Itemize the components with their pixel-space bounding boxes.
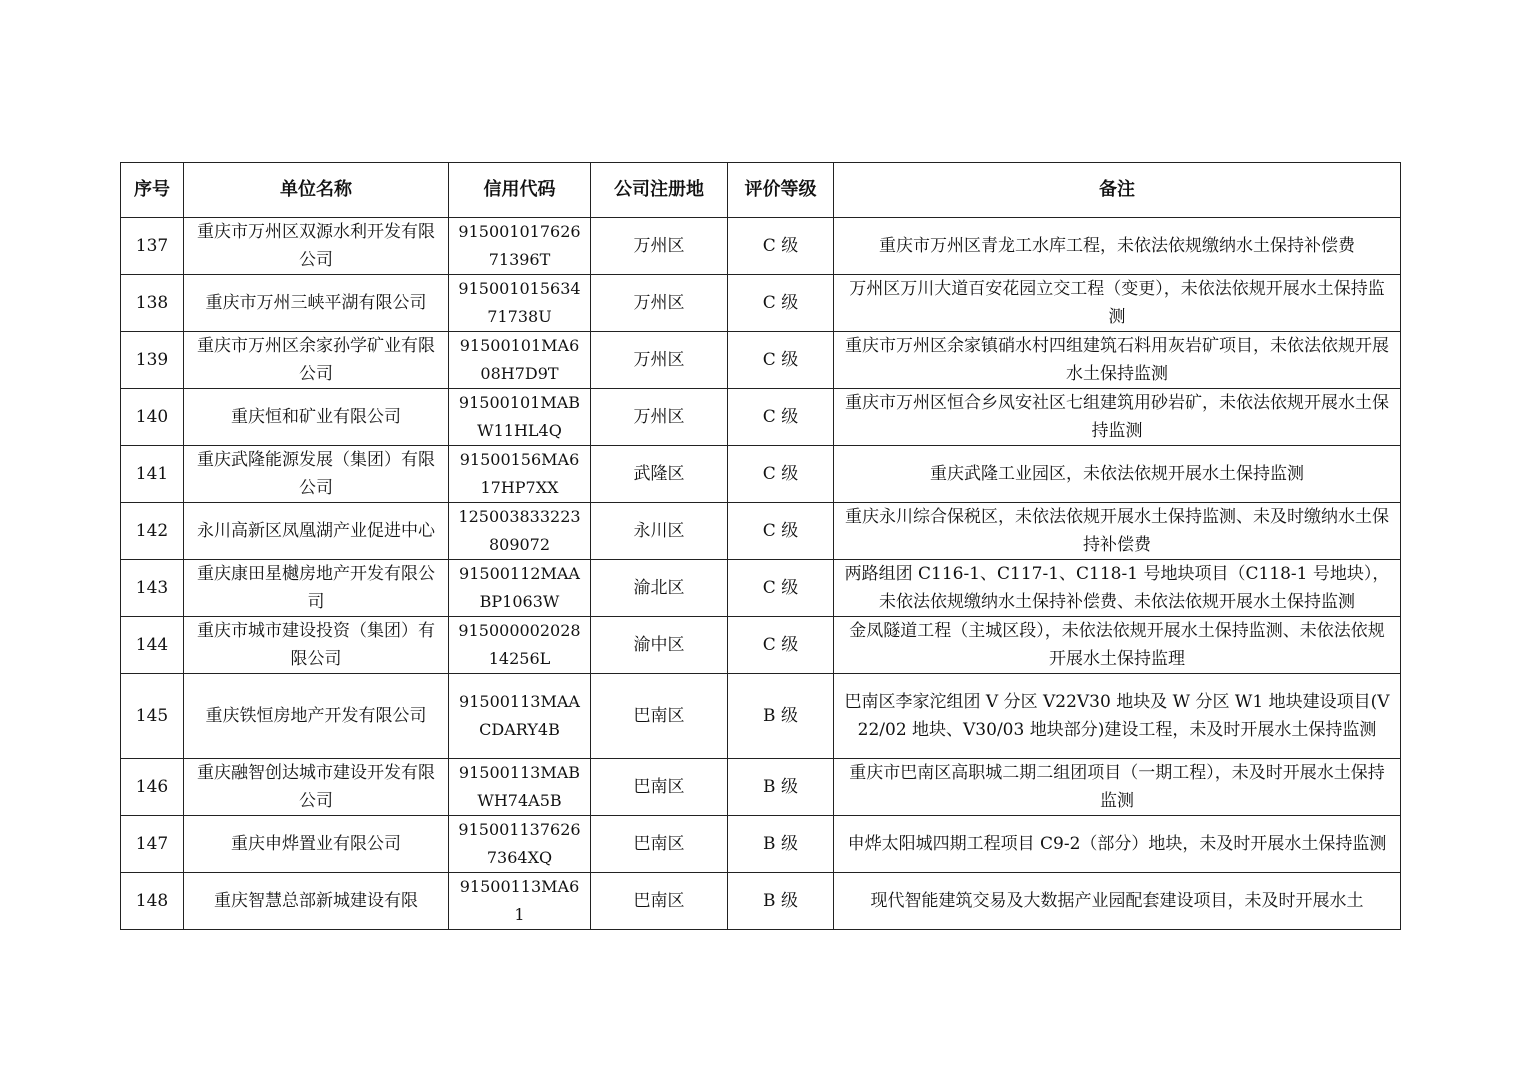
cell-registered-place: 巴南区 bbox=[591, 759, 728, 816]
cell-credit-code: 915001137626 7364XQ bbox=[449, 816, 591, 873]
header-company-name: 单位名称 bbox=[184, 163, 449, 218]
cell-remark: 金凤隧道工程（主城区段），未依法依规开展水土保持监测、未依法依规开展水土保持监理 bbox=[834, 617, 1401, 674]
cell-registered-place: 渝中区 bbox=[591, 617, 728, 674]
cell-grade: B 级 bbox=[728, 674, 834, 759]
cell-no: 148 bbox=[121, 873, 184, 930]
table-row bbox=[121, 674, 1401, 759]
cell-grade: C 级 bbox=[728, 218, 834, 275]
cell-company-name: 永川高新区凤凰湖产业促进中心 bbox=[184, 503, 449, 560]
cell-company-name: 重庆市万州三峡平湖有限公司 bbox=[184, 275, 449, 332]
header-registered-place: 公司注册地 bbox=[591, 163, 728, 218]
cell-credit-code: 125003833223809072 bbox=[449, 503, 591, 560]
cell-grade: C 级 bbox=[728, 560, 834, 617]
cell-no: 143 bbox=[121, 560, 184, 617]
cell-registered-place: 万州区 bbox=[591, 218, 728, 275]
cell-credit-code: 91500101MA608H7D9T bbox=[449, 332, 591, 389]
table-row bbox=[121, 759, 1401, 816]
cell-remark: 重庆市万州区青龙工水库工程，未依法依规缴纳水土保持补偿费 bbox=[834, 218, 1401, 275]
cell-credit-code: 91500113MAACDARY4B bbox=[449, 674, 591, 759]
cell-remark: 现代智能建筑交易及大数据产业园配套建设项目，未及时开展水土 bbox=[834, 873, 1401, 930]
cell-credit-code: 91500101762671396T bbox=[449, 218, 591, 275]
cell-grade: B 级 bbox=[728, 873, 834, 930]
table-row bbox=[121, 816, 1401, 873]
table-row bbox=[121, 218, 1401, 275]
cell-company-name: 重庆铁恒房地产开发有限公司 bbox=[184, 674, 449, 759]
cell-company-name: 重庆融智创达城市建设开发有限公司 bbox=[184, 759, 449, 816]
cell-company-name: 重庆武隆能源发展（集团）有限公司 bbox=[184, 446, 449, 503]
cell-credit-code: 91500156MA617HP7XX bbox=[449, 446, 591, 503]
cell-remark: 申烨太阳城四期工程项目 C9-2（部分）地块，未及时开展水土保持监测 bbox=[834, 816, 1401, 873]
cell-company-name: 重庆市万州区余家孙学矿业有限公司 bbox=[184, 332, 449, 389]
table-row bbox=[121, 332, 1401, 389]
cell-credit-code: 91500113MABWH74A5B bbox=[449, 759, 591, 816]
cell-no: 146 bbox=[121, 759, 184, 816]
cell-grade: C 级 bbox=[728, 503, 834, 560]
cell-registered-place: 巴南区 bbox=[591, 816, 728, 873]
cell-no: 139 bbox=[121, 332, 184, 389]
cell-no: 137 bbox=[121, 218, 184, 275]
header-no: 序号 bbox=[121, 163, 184, 218]
cell-registered-place: 永川区 bbox=[591, 503, 728, 560]
table-row bbox=[121, 446, 1401, 503]
cell-company-name: 重庆智慧总部新城建设有限 bbox=[184, 873, 449, 930]
cell-remark: 重庆武隆工业园区，未依法依规开展水土保持监测 bbox=[834, 446, 1401, 503]
credit-rating-table bbox=[120, 162, 1401, 930]
cell-company-name: 重庆恒和矿业有限公司 bbox=[184, 389, 449, 446]
cell-no: 147 bbox=[121, 816, 184, 873]
header-grade: 评价等级 bbox=[728, 163, 834, 218]
cell-remark: 重庆市巴南区高职城二期二组团项目（一期工程），未及时开展水土保持监测 bbox=[834, 759, 1401, 816]
cell-remark: 万州区万川大道百安花园立交工程（变更），未依法依规开展水土保持监测 bbox=[834, 275, 1401, 332]
cell-no: 144 bbox=[121, 617, 184, 674]
cell-remark: 重庆市万州区恒合乡凤安社区七组建筑用砂岩矿，未依法依规开展水土保持监测 bbox=[834, 389, 1401, 446]
cell-no: 141 bbox=[121, 446, 184, 503]
cell-company-name: 重庆康田星樾房地产开发有限公司 bbox=[184, 560, 449, 617]
cell-registered-place: 万州区 bbox=[591, 389, 728, 446]
cell-company-name: 重庆申烨置业有限公司 bbox=[184, 816, 449, 873]
cell-grade: B 级 bbox=[728, 816, 834, 873]
header-row bbox=[121, 163, 1401, 218]
cell-credit-code: 91500113MA61 bbox=[449, 873, 591, 930]
table-row bbox=[121, 389, 1401, 446]
cell-grade: C 级 bbox=[728, 446, 834, 503]
table-row bbox=[121, 503, 1401, 560]
cell-credit-code: 91500101MABW11HL4Q bbox=[449, 389, 591, 446]
cell-registered-place: 武隆区 bbox=[591, 446, 728, 503]
table-row bbox=[121, 873, 1401, 930]
header-remark: 备注 bbox=[834, 163, 1401, 218]
cell-company-name: 重庆市城市建设投资（集团）有限公司 bbox=[184, 617, 449, 674]
cell-credit-code: 91500112MAABP1063W bbox=[449, 560, 591, 617]
cell-no: 142 bbox=[121, 503, 184, 560]
table-row bbox=[121, 560, 1401, 617]
cell-remark: 两路组团 C116-1、C117-1、C118-1 号地块项目（C118-1 号地块），未依法依规缴纳水土保持补偿费、未依法依规开展水土保持监测 bbox=[834, 560, 1401, 617]
cell-grade: C 级 bbox=[728, 389, 834, 446]
cell-registered-place: 万州区 bbox=[591, 332, 728, 389]
cell-grade: C 级 bbox=[728, 332, 834, 389]
table-row bbox=[121, 617, 1401, 674]
cell-company-name: 重庆市万州区双源水利开发有限公司 bbox=[184, 218, 449, 275]
cell-grade: C 级 bbox=[728, 275, 834, 332]
cell-no: 138 bbox=[121, 275, 184, 332]
table-row bbox=[121, 275, 1401, 332]
cell-no: 145 bbox=[121, 674, 184, 759]
cell-registered-place: 巴南区 bbox=[591, 873, 728, 930]
cell-grade: C 级 bbox=[728, 617, 834, 674]
cell-registered-place: 渝北区 bbox=[591, 560, 728, 617]
cell-credit-code: 91500000202814256L bbox=[449, 617, 591, 674]
cell-remark: 重庆市万州区余家镇硝水村四组建筑石料用灰岩矿项目，未依法依规开展水土保持监测 bbox=[834, 332, 1401, 389]
header-credit-code: 信用代码 bbox=[449, 163, 591, 218]
cell-registered-place: 万州区 bbox=[591, 275, 728, 332]
cell-remark: 重庆永川综合保税区，未依法依规开展水土保持监测、未及时缴纳水土保持补偿费 bbox=[834, 503, 1401, 560]
cell-credit-code: 91500101563471738U bbox=[449, 275, 591, 332]
cell-registered-place: 巴南区 bbox=[591, 674, 728, 759]
cell-no: 140 bbox=[121, 389, 184, 446]
cell-remark: 巴南区李家沱组团 V 分区 V22V30 地块及 W 分区 W1 地块建设项目(V22/02 地块、V30/03 地块部分)建设工程，未及时开展水土保持监测 bbox=[834, 674, 1401, 759]
cell-grade: B 级 bbox=[728, 759, 834, 816]
